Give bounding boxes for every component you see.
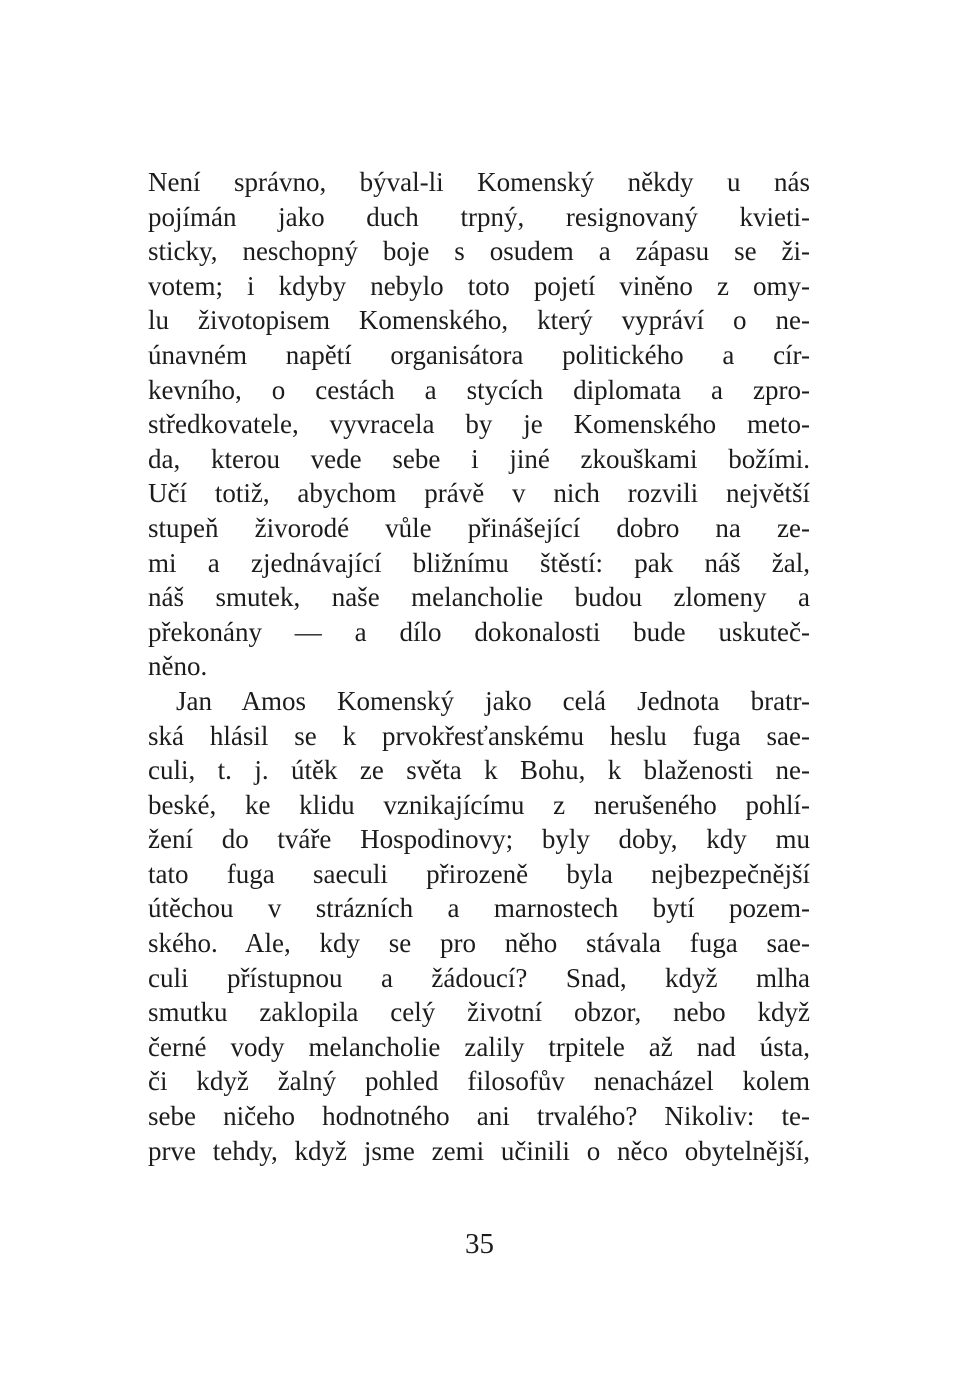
text-line: sticky, neschopný boje s osudem a zápasu se ži-	[148, 236, 810, 267]
text-line: únavném napětí organisátora politického a cír-	[148, 339, 810, 370]
text-line: beské, ke klidu vznikajícímu z nerušeného pohlí-	[148, 789, 810, 820]
page-number: 35	[465, 1228, 494, 1260]
text-line: smutku zaklopila celý životní obzor, nebo když	[148, 997, 810, 1028]
text-line: tato fuga saeculi přirozeně byla nejbezpečnější	[148, 858, 810, 889]
text-line: kevního, o cestách a stycích diplomata a zpro-	[148, 374, 810, 405]
text-line: votem; i kdyby nebylo toto pojetí viněno z omy-	[148, 270, 810, 301]
body-text	[148, 165, 810, 1168]
text-line: lu životopisem Komenského, který vypráví o ne-	[148, 305, 810, 336]
text-line: ského. Ale, kdy se pro něho stávala fuga sae-	[148, 928, 810, 959]
text-line: útěchou v strázních a marnostech bytí pozem-	[148, 893, 810, 924]
text-line: náš smutek, naše melancholie budou zlomeny a	[148, 582, 810, 613]
text-line: ská hlásil se k prvokřesťanskému heslu fuga sae-	[148, 720, 810, 751]
text-line: Učí totiž, abychom právě v nich rozvili největší	[148, 478, 810, 509]
text-line: da, kterou vede sebe i jiné zkouškami božími.	[148, 443, 810, 474]
text-line: středkovatele, vyvracela by je Komenského meto-	[148, 409, 810, 440]
text-line: něno.	[148, 651, 208, 682]
text-line: žení do tváře Hospodinovy; byly doby, kdy mu	[148, 824, 810, 855]
text-line: černé vody melancholie zalily trpitele až nad ústa,	[148, 1031, 810, 1062]
text-line: mi a zjednávající bližnímu štěstí: pak náš žal,	[148, 547, 810, 578]
text-line: culi přístupnou a žádoucí? Snad, když mlha	[148, 962, 810, 993]
text-line: Jan Amos Komenský jako celá Jednota bratr-	[176, 685, 810, 716]
paragraph-2	[148, 684, 810, 1168]
text-line: sebe ničeho hodnotného ani trvalého? Nikoliv: te-	[148, 1101, 810, 1132]
text-line: pojímán jako duch trpný, resignovaný kvieti-	[148, 201, 810, 232]
text-line: prve tehdy, když jsme zemi učinili o něco obytelnější,	[148, 1135, 810, 1166]
text-line: překonány — a dílo dokonalosti bude uskuteč-	[148, 616, 810, 647]
text-line: či když žalný pohled filosofův nenacházel kolem	[148, 1066, 810, 1097]
text-line: culi, t. j. útěk ze světa k Bohu, k blaženosti ne-	[148, 755, 810, 786]
text-line: Není správno, býval-li Komenský někdy u nás	[148, 167, 810, 197]
text-line: stupeň živorodé vůle přinášející dobro na ze-	[148, 512, 810, 543]
paragraph-1	[148, 165, 810, 684]
